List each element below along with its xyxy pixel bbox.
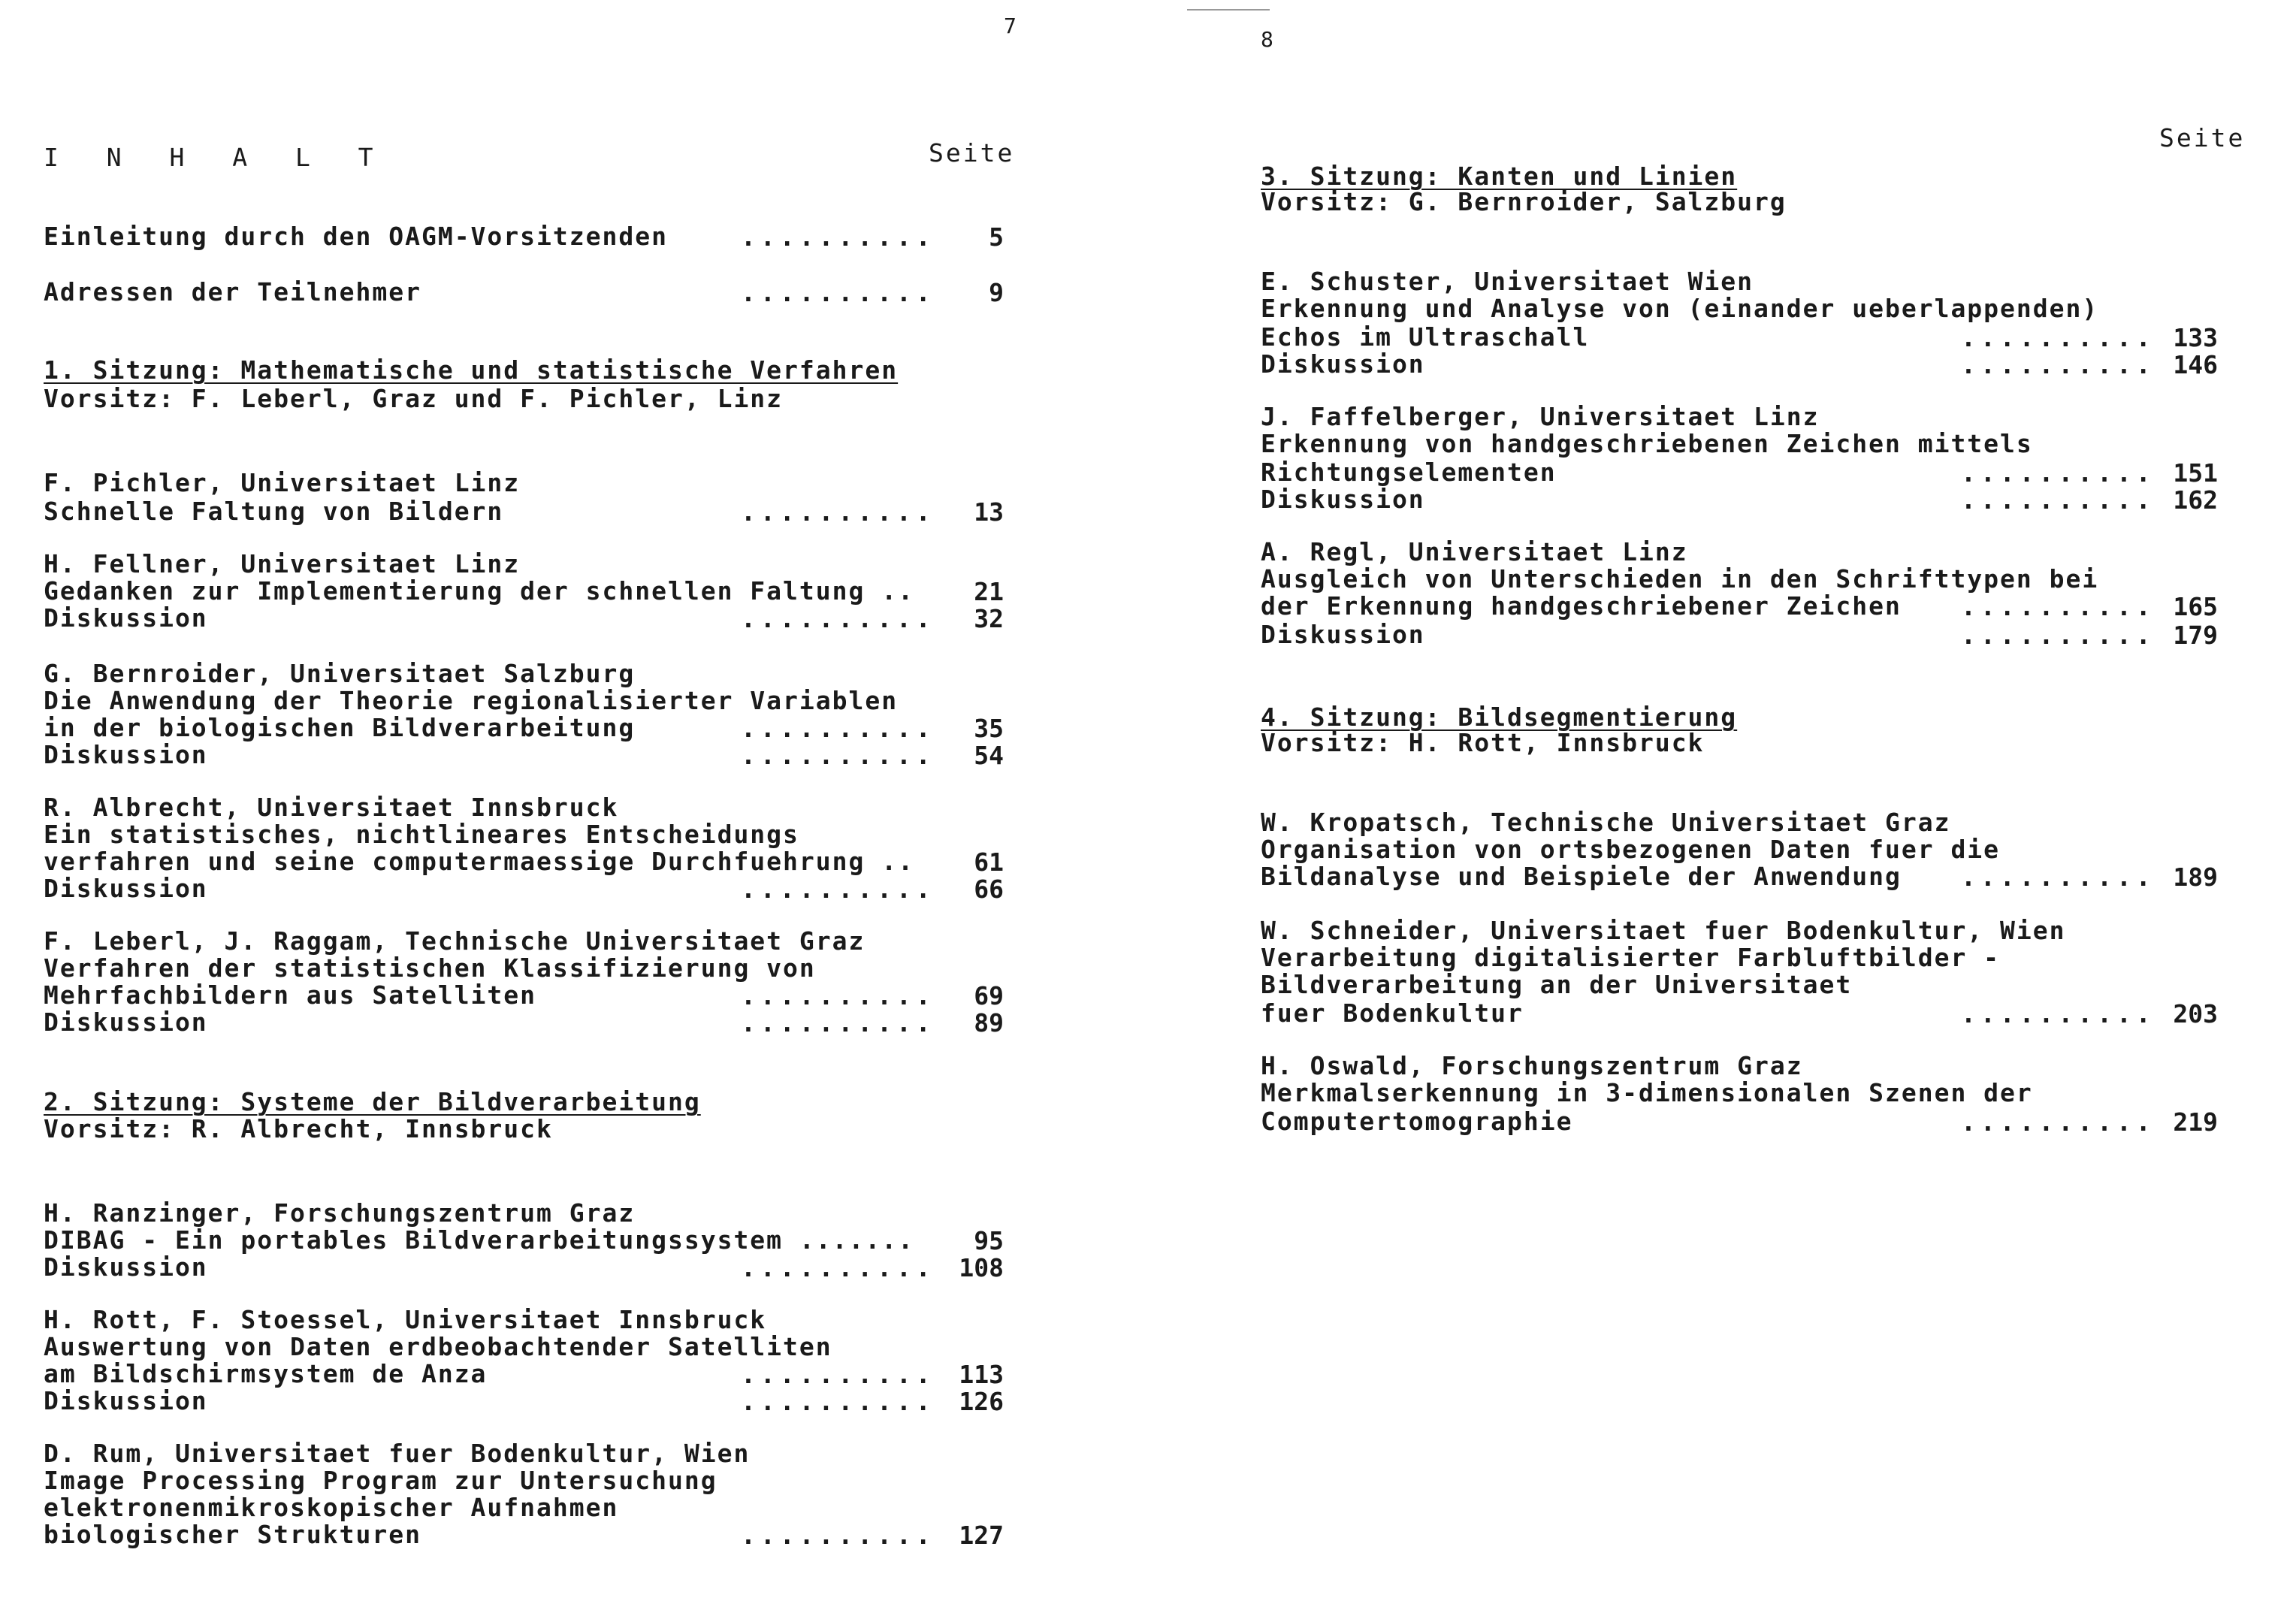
dot-leader: ..........	[741, 1253, 935, 1282]
dot-leader: ..........	[1961, 621, 2156, 650]
toc-line: Organisation von ortsbezogenen Daten fuer die	[1261, 835, 2001, 864]
page-ref: 61	[974, 847, 1004, 877]
page-ref: 21	[974, 577, 1004, 606]
toc-line: Vorsitz: G. Bernroider, Salzburg	[1261, 187, 1787, 216]
page-ref: 151	[2173, 458, 2218, 488]
page-ref: 32	[974, 604, 1004, 633]
toc-line: Die Anwendung der Theorie regionalisierter Variablen	[44, 686, 899, 715]
seite-label: Seite	[2159, 123, 2246, 153]
dot-leader: ..........	[741, 714, 935, 743]
toc-line: R. Albrecht, Universitaet Innsbruck	[44, 793, 619, 822]
toc-line: Diskussion	[44, 1386, 208, 1415]
page-ref: 13	[974, 497, 1004, 527]
toc-line: Gedanken zur Implementierung der schnellen Faltung ..	[44, 576, 914, 606]
toc-line: Adressen der Teilnehmer	[44, 277, 421, 307]
toc-line: Diskussion	[44, 1252, 208, 1282]
dot-leader: ..........	[741, 222, 935, 252]
toc-line: Erkennung von handgeschriebenen Zeichen mittels	[1261, 429, 2033, 458]
dot-leader: ..........	[1961, 323, 2156, 352]
dot-leader: ..........	[1961, 350, 2156, 379]
dot-leader: ..........	[1961, 592, 2156, 621]
toc-line: Diskussion	[1261, 485, 1425, 514]
page-ref: 54	[974, 741, 1004, 770]
toc-line: H. Oswald, Forschungszentrum Graz	[1261, 1051, 1803, 1080]
toc-line: Diskussion	[1261, 620, 1425, 649]
dot-leader: ..........	[741, 278, 935, 307]
toc-line: am Bildschirmsystem de Anza	[44, 1359, 488, 1388]
page-ref: 9	[989, 278, 1004, 307]
toc-line: Einleitung durch den OAGM-Vorsitzenden	[44, 222, 668, 251]
dot-leader: ..........	[1961, 485, 2156, 515]
toc-line: W. Schneider, Universitaet fuer Bodenkultur, Wien	[1261, 916, 2066, 945]
toc-line: Image Processing Program zur Untersuchung	[44, 1466, 718, 1495]
dot-leader: ..........	[741, 1008, 935, 1038]
toc-line: Bildanalyse und Beispiele der Anwendung	[1261, 862, 1902, 891]
toc-line: Bildverarbeitung an der Universitaet	[1261, 970, 1853, 999]
toc-line: elektronenmikroskopischer Aufnahmen	[44, 1493, 619, 1522]
page-right	[1148, 0, 2296, 1616]
toc-line: Echos im Ultraschall	[1261, 322, 1590, 352]
toc-line: Diskussion	[44, 603, 208, 633]
session-heading: 1. Sitzung: Mathematische und statistische Verfahren	[44, 355, 899, 385]
session-heading: 4. Sitzung: Bildsegmentierung	[1261, 702, 1738, 732]
dot-leader: ..........	[1961, 862, 2156, 892]
toc-line: Diskussion	[1261, 349, 1425, 379]
toc-line: Diskussion	[44, 874, 208, 903]
dot-leader: ..........	[741, 741, 935, 770]
dot-leader: ..........	[1961, 999, 2156, 1029]
toc-line: der Erkennung handgeschriebener Zeichen	[1261, 591, 1902, 621]
page-ref: 203	[2173, 999, 2218, 1029]
page-ref: 95	[974, 1226, 1004, 1255]
toc-line: Diskussion	[44, 740, 208, 769]
toc-line: Diskussion	[44, 1007, 208, 1037]
page-ref: 5	[989, 222, 1004, 252]
page-number: 8	[1261, 27, 1273, 52]
session-heading: 2. Sitzung: Systeme der Bildverarbeitung	[44, 1087, 701, 1116]
toc-line: F. Leberl, J. Raggam, Technische Universitaet Graz	[44, 926, 866, 956]
toc-line: Merkmalserkennung in 3-dimensionalen Szenen der	[1261, 1078, 2033, 1107]
toc-line: A. Regl, Universitaet Linz	[1261, 537, 1688, 566]
toc-line: F. Pichler, Universitaet Linz	[44, 468, 521, 497]
dot-leader: ..........	[741, 1521, 935, 1550]
toc-line: Richtungselementen	[1261, 458, 1557, 487]
toc-line: Auswertung von Daten erdbeobachtender Satelliten	[44, 1332, 832, 1361]
toc-line: Computertomographie	[1261, 1107, 1573, 1136]
toc-line: Ein statistisches, nichtlineares Entscheidungs	[44, 820, 799, 849]
toc-line: DIBAG - Ein portables Bildverarbeitungssystem .......	[44, 1225, 914, 1255]
toc-line: Schnelle Faltung von Bildern	[44, 497, 504, 526]
page-ref: 179	[2173, 621, 2218, 650]
page-ref: 133	[2173, 323, 2218, 352]
page-ref: 126	[959, 1387, 1004, 1416]
dot-leader: ..........	[741, 1360, 935, 1389]
dot-leader: ..........	[1961, 1107, 2156, 1137]
page-ref: 69	[974, 981, 1004, 1010]
page-ref: 66	[974, 874, 1004, 904]
page-ref: 189	[2173, 862, 2218, 892]
page-ref: 89	[974, 1008, 1004, 1038]
session-heading: 3. Sitzung: Kanten und Linien	[1261, 162, 1738, 191]
page-ref: 146	[2173, 350, 2218, 379]
toc-line: H. Fellner, Universitaet Linz	[44, 549, 521, 578]
toc-line: W. Kropatsch, Technische Universitaet Graz	[1261, 808, 1951, 837]
toc-line: H. Rott, F. Stoessel, Universitaet Innsbruck	[44, 1305, 767, 1334]
page-ref: 219	[2173, 1107, 2218, 1137]
toc-line: verfahren und seine computermaessige Durchfuehrung ..	[44, 847, 914, 876]
page-number: 7	[1004, 14, 1017, 38]
toc-line: fuer Bodenkultur	[1261, 998, 1524, 1028]
toc-line: D. Rum, Universitaet fuer Bodenkultur, Wien	[44, 1439, 751, 1468]
toc-line: Verfahren der statistischen Klassifizierung von	[44, 953, 816, 983]
toc-line: E. Schuster, Universitaet Wien	[1261, 267, 1754, 296]
page-ref: 127	[959, 1521, 1004, 1550]
page-ref: 35	[974, 714, 1004, 743]
dot-leader: ..........	[741, 874, 935, 904]
page-ref: 113	[959, 1360, 1004, 1389]
toc-line: J. Faffelberger, Universitaet Linz	[1261, 402, 1820, 431]
page-ref: 162	[2173, 485, 2218, 515]
toc-line: Ausgleich von Unterschieden in den Schrifttypen bei	[1261, 564, 2099, 594]
page-ref: 108	[959, 1253, 1004, 1282]
dot-leader: ..........	[741, 1387, 935, 1416]
toc-line: in der biologischen Bildverarbeitung	[44, 713, 636, 742]
toc-line: biologischer Strukturen	[44, 1520, 421, 1549]
toc-line: H. Ranzinger, Forschungszentrum Graz	[44, 1198, 636, 1228]
toc-line: G. Bernroider, Universitaet Salzburg	[44, 659, 636, 688]
dot-leader: ..........	[1961, 458, 2156, 488]
toc-line: Verarbeitung digitalisierter Farbluftbilder -	[1261, 943, 2001, 972]
toc-line: Mehrfachbildern aus Satelliten	[44, 980, 537, 1010]
page-ref: 165	[2173, 592, 2218, 621]
dot-leader: ..........	[741, 981, 935, 1010]
toc-line: Vorsitz: R. Albrecht, Innsbruck	[44, 1114, 553, 1143]
toc-line: Vorsitz: F. Leberl, Graz und F. Pichler, Linz	[44, 384, 784, 413]
toc-heading: I N H A L T	[44, 143, 390, 172]
seite-label: Seite	[929, 138, 1015, 168]
dot-leader: ..........	[741, 604, 935, 633]
toc-line: Erkennung und Analyse von (einander ueberlappenden)	[1261, 294, 2099, 323]
dot-leader: ..........	[741, 497, 935, 527]
toc-line: Vorsitz: H. Rott, Innsbruck	[1261, 728, 1705, 757]
